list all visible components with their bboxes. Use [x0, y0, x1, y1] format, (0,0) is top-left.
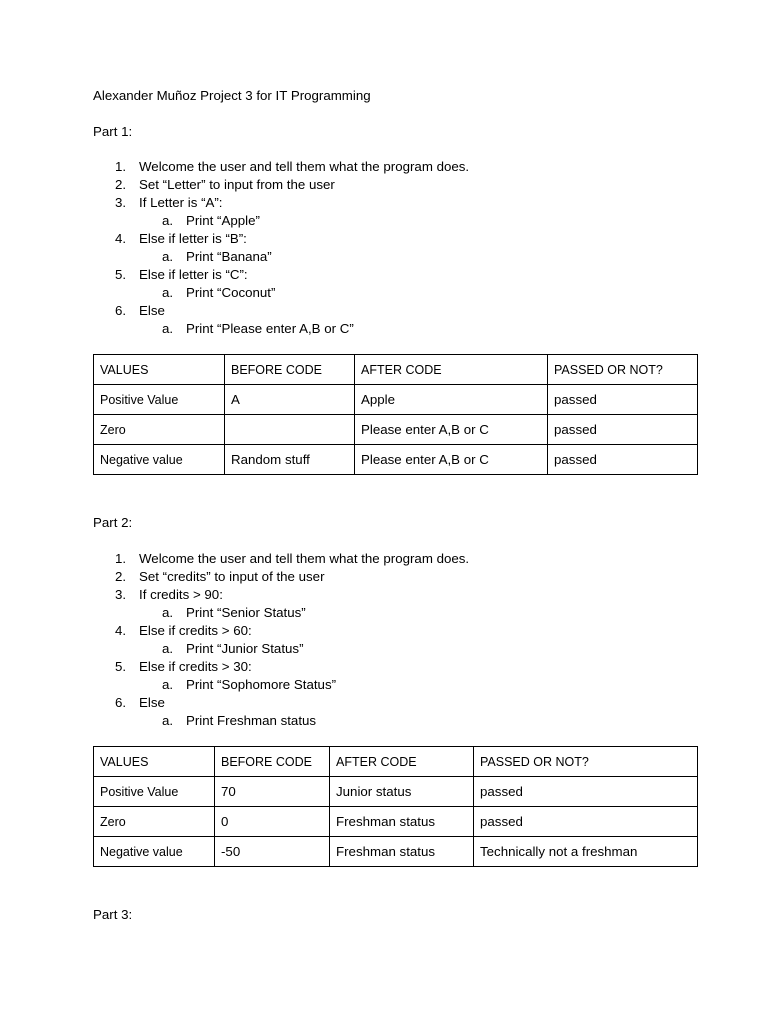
list-item-text: Print “Sophomore Status”: [186, 677, 337, 692]
list-item: [93, 266, 697, 284]
table-cell: Please enter A,B or C: [355, 445, 548, 475]
table-cell: passed: [548, 445, 698, 475]
list-item-text: Else: [139, 695, 165, 710]
list-item: [93, 158, 697, 176]
list-item-text: Else if letter is “C”:: [139, 267, 248, 282]
list-item-text: Set “Letter” to input from the user: [139, 177, 335, 192]
list-item-text: Welcome the user and tell them what the program does.: [139, 159, 470, 174]
list-item-text: Print “Junior Status”: [186, 641, 304, 656]
table-header-cell: VALUES: [94, 747, 215, 777]
list-item-number: 5.: [115, 267, 127, 282]
table-header-cell: PASSED OR NOT?: [474, 747, 698, 777]
list-item-text: If Letter is “A”:: [139, 195, 223, 210]
list-item-number: 1.: [115, 551, 127, 566]
table-cell: Freshman status: [330, 837, 474, 867]
list-item-number: 2.: [115, 177, 127, 192]
table-cell: passed: [548, 385, 698, 415]
list-item-text: Else if letter is “B”:: [139, 231, 247, 246]
list-subitem: [93, 676, 697, 694]
table-header-row: [94, 747, 698, 777]
list-subitem: [93, 320, 697, 338]
list-item-number: a.: [162, 321, 174, 336]
list-item-number: a.: [162, 605, 174, 620]
table-row: [94, 807, 698, 837]
table-cell: 0: [215, 807, 330, 837]
table-cell: Zero: [94, 807, 215, 837]
list-item-text: Else if credits > 30:: [139, 659, 252, 674]
table-cell: passed: [474, 807, 698, 837]
table-row: [94, 385, 698, 415]
list-item-text: Else if credits > 60:: [139, 623, 252, 638]
list-item-text: Welcome the user and tell them what the program does.: [139, 551, 470, 566]
list-item-text: Print “Banana”: [186, 249, 272, 264]
list-subitem: [93, 604, 697, 622]
table-cell: Negative value: [94, 837, 215, 867]
table-cell: -50: [215, 837, 330, 867]
list-subitem: [93, 212, 697, 230]
table-header-cell: PASSED OR NOT?: [548, 355, 698, 385]
list-item: [93, 658, 697, 676]
list-item-number: 3.: [115, 587, 127, 602]
table-cell: Junior status: [330, 777, 474, 807]
list-item: [93, 550, 697, 568]
table-row: [94, 415, 698, 445]
list-subitem: [93, 640, 697, 658]
table-row: [94, 777, 698, 807]
list-item-number: 3.: [115, 195, 127, 210]
table-cell: Positive Value: [94, 385, 225, 415]
table-row: [94, 837, 698, 867]
part2-heading: Part 2:: [93, 515, 133, 530]
list-item-text: Print Freshman status: [186, 713, 317, 728]
list-item-text: Print “Apple”: [186, 213, 260, 228]
list-item: [93, 194, 697, 212]
list-item-text: Print “Please enter A,B or C”: [186, 321, 354, 336]
list-item-text: Print “Senior Status”: [186, 605, 306, 620]
list-item: [93, 302, 697, 320]
table-header-cell: BEFORE CODE: [225, 355, 355, 385]
table-cell: Random stuff: [225, 445, 355, 475]
list-item-number: 5.: [115, 659, 127, 674]
list-item: [93, 176, 697, 194]
list-item: [93, 230, 697, 248]
list-item: [93, 622, 697, 640]
table-cell: Negative value: [94, 445, 225, 475]
list-item-text: Print “Coconut”: [186, 285, 276, 300]
table-row: [94, 445, 698, 475]
list-item-number: a.: [162, 285, 174, 300]
list-subitem: [93, 712, 697, 730]
list-item-number: 4.: [115, 623, 127, 638]
part2-results-table: [93, 746, 698, 867]
list-item-text: Else: [139, 303, 165, 318]
table-header-cell: VALUES: [94, 355, 225, 385]
list-item-number: a.: [162, 713, 174, 728]
table-cell: [225, 415, 355, 445]
list-item-number: a.: [162, 213, 174, 228]
table-header-cell: AFTER CODE: [330, 747, 474, 777]
list-item-number: 6.: [115, 695, 127, 710]
list-item-text: If credits > 90:: [139, 587, 223, 602]
part1-heading: Part 1:: [93, 124, 133, 139]
list-item-number: a.: [162, 641, 174, 656]
list-item-number: a.: [162, 249, 174, 264]
table-cell: passed: [548, 415, 698, 445]
list-item: [93, 694, 697, 712]
table-cell: Apple: [355, 385, 548, 415]
part2-steps: [93, 550, 697, 730]
list-item-number: 2.: [115, 569, 127, 584]
table-cell: 70: [215, 777, 330, 807]
list-subitem: [93, 284, 697, 302]
table-cell: Please enter A,B or C: [355, 415, 548, 445]
table-cell: Zero: [94, 415, 225, 445]
table-cell: passed: [474, 777, 698, 807]
list-item: [93, 586, 697, 604]
document-title: Alexander Muñoz Project 3 for IT Programming: [93, 88, 371, 103]
table-header-row: [94, 355, 698, 385]
list-item-number: a.: [162, 677, 174, 692]
list-item-number: 1.: [115, 159, 127, 174]
table-cell: Positive Value: [94, 777, 215, 807]
part3-heading: Part 3:: [93, 907, 133, 922]
list-item: [93, 568, 697, 586]
list-subitem: [93, 248, 697, 266]
table-header-cell: BEFORE CODE: [215, 747, 330, 777]
table-cell: Freshman status: [330, 807, 474, 837]
table-cell: Technically not a freshman: [474, 837, 698, 867]
table-cell: A: [225, 385, 355, 415]
list-item-text: Set “credits” to input of the user: [139, 569, 325, 584]
table-header-cell: AFTER CODE: [355, 355, 548, 385]
list-item-number: 4.: [115, 231, 127, 246]
list-item-number: 6.: [115, 303, 127, 318]
part1-results-table: [93, 354, 698, 475]
part1-steps: [93, 158, 697, 338]
